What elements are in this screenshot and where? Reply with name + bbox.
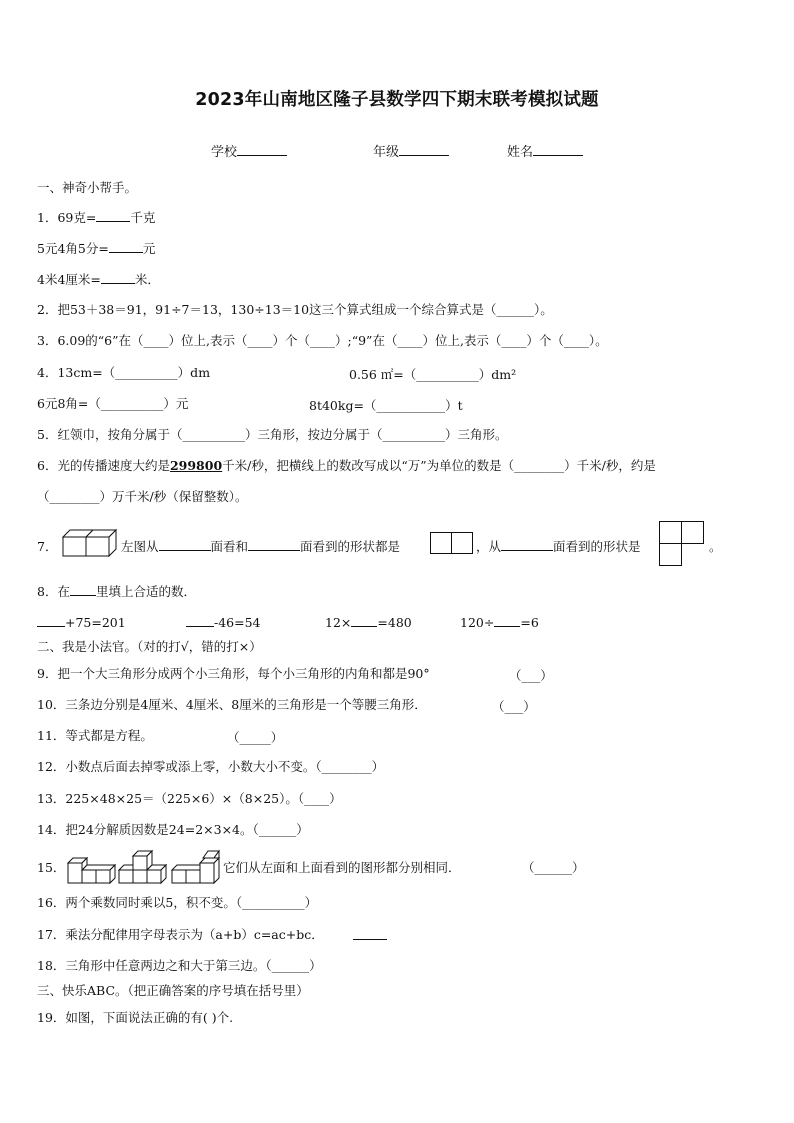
answer-blank[interactable] bbox=[159, 538, 211, 551]
answer-blank[interactable] bbox=[37, 614, 65, 627]
question-1a: 1．69克= 千克 bbox=[37, 210, 156, 225]
question-14: 14．把24分解质因数是24=2×3×4。（______） bbox=[37, 822, 309, 837]
question-11-answer[interactable]: （_____） bbox=[227, 730, 284, 745]
answer-blank[interactable] bbox=[351, 614, 377, 627]
question-2: 2．把53＋38＝91，91÷7＝13，130÷13＝10这三个算式组成一个综合算式是（______）。 bbox=[37, 302, 553, 317]
question-1c: 4米4厘米= 米． bbox=[37, 272, 160, 287]
grade-label: 年级 bbox=[373, 145, 400, 160]
question-13: 13．225×48×25＝（225×6）×（8×25）。（____） bbox=[37, 791, 342, 806]
answer-blank[interactable] bbox=[186, 614, 214, 627]
question-4d: 8t40kg=（___________）t bbox=[309, 398, 463, 413]
question-6: 6．光的传播速度大约是299800千米/秒，把横线上的数改写成以“万”为单位的数是（________）千米/秒，约是 bbox=[37, 458, 656, 473]
answer-blank[interactable] bbox=[101, 271, 135, 284]
question-7-text: 左图从 面看和 面看到的形状都是 bbox=[121, 539, 401, 554]
question-5: 5．红领巾，按角分属于（__________）三角形，按边分属于（__________）三角形。 bbox=[37, 427, 508, 442]
answer-blank[interactable] bbox=[248, 538, 300, 551]
school-field bbox=[211, 141, 287, 160]
name-label: 姓名 bbox=[507, 145, 534, 160]
question-6-line2: （________）万千米/秒（保留整数）。 bbox=[37, 489, 248, 504]
question-4a: 4．13cm=（__________）dm bbox=[37, 365, 211, 380]
question-3: 3．6.09的“6”在（____）位上,表示（____）个（____）;“9”在（____）位上,表示（____）个（____）。 bbox=[37, 333, 608, 348]
question-9: 9．把一个大三角形分成两个小三角形，每个小三角形的内角和都是90° bbox=[37, 666, 430, 681]
equation-3: 12× =480 bbox=[325, 615, 412, 630]
page-title: 2023年山南地区隆子县数学四下期末联考模拟试题 bbox=[195, 90, 599, 110]
section-heading-2: 二、我是小法官。（对的打√，错的打×） bbox=[37, 639, 262, 654]
question-16: 16．两个乘数同时乘以5，积不变。（__________） bbox=[37, 895, 318, 910]
answer-blank[interactable] bbox=[494, 614, 520, 627]
answer-blank[interactable] bbox=[96, 209, 130, 222]
section-heading-1: 一、神奇小帮手。 bbox=[37, 180, 138, 195]
question-18: 18．三角形中任意两边之和大于第三边。（______） bbox=[37, 958, 322, 973]
blank-sample bbox=[70, 583, 96, 596]
grade-field bbox=[373, 141, 449, 160]
question-8: 8．在 里填上合适的数． bbox=[37, 584, 196, 599]
question-15-number: 15． bbox=[37, 860, 66, 875]
question-10: 10．三条边分别是4厘米、4厘米、8厘米的三角形是一个等腰三角形． bbox=[37, 697, 427, 712]
cube-stack-figure bbox=[62, 526, 118, 558]
cube-figures bbox=[66, 848, 222, 885]
school-blank[interactable] bbox=[237, 143, 287, 156]
question-11: 11．等式都是方程。 bbox=[37, 728, 153, 743]
section-heading-3: 三、快乐ABC。（把正确答案的序号填在括号里） bbox=[37, 983, 309, 998]
l-shape-figure bbox=[659, 521, 705, 567]
school-label: 学校 bbox=[211, 145, 238, 160]
equation-1: +75=201 bbox=[37, 614, 126, 631]
question-15-text: 它们从左面和上面看到的图形都分别相同． bbox=[223, 860, 461, 875]
question-1b: 5元4角5分= 元 bbox=[37, 241, 156, 256]
question-7-number: 7． bbox=[37, 539, 58, 554]
name-blank[interactable] bbox=[533, 143, 583, 156]
question-7-text-2: ，从 面看到的形状是 bbox=[476, 539, 641, 554]
light-speed-number: 299800 bbox=[169, 458, 223, 473]
question-7-end: 。 bbox=[709, 539, 722, 554]
grade-blank[interactable] bbox=[399, 143, 449, 156]
question-9-answer[interactable]: （___） bbox=[509, 668, 553, 683]
answer-blank[interactable] bbox=[501, 538, 553, 551]
question-4b: 0.56 ㎡=（__________）dm² bbox=[349, 367, 517, 382]
question-10-answer[interactable]: （___） bbox=[492, 699, 536, 714]
name-field bbox=[507, 141, 583, 160]
question-17-answer[interactable] bbox=[353, 927, 387, 943]
question-15-answer[interactable]: （______） bbox=[522, 860, 585, 875]
answer-blank[interactable] bbox=[109, 240, 143, 253]
equation-2: -46=54 bbox=[186, 614, 261, 630]
equation-4: 120÷ =6 bbox=[460, 615, 539, 630]
question-4c: 6元8角=（__________）元 bbox=[37, 396, 189, 411]
question-12: 12．小数点后面去掉零或添上零，小数大小不变。（________） bbox=[37, 759, 385, 774]
two-squares-shape bbox=[430, 532, 474, 554]
question-17: 17．乘法分配律用字母表示为（a+b）c=ac+bc． bbox=[37, 927, 324, 942]
question-19: 19．如图，下面说法正确的有( )个. bbox=[37, 1010, 234, 1025]
